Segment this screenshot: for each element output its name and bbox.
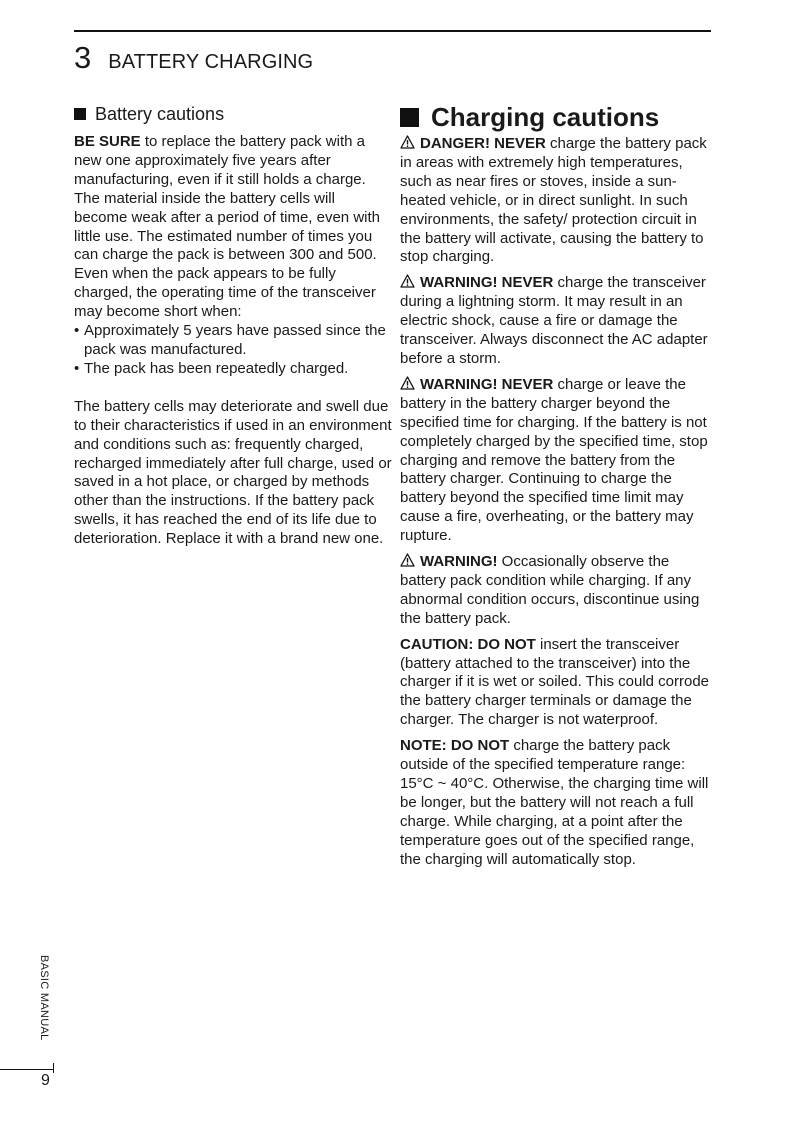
be-sure-lead: BE SURE — [74, 133, 141, 150]
danger-paragraph — [400, 135, 718, 267]
note-text: charge the battery pack outside of the specified temperature range: 15°C ~ 40°C. Otherwise, the charging time will be longer, but the battery will not reach a full charge. While charging, at a point after the temperature goes out of the specified range, the charging will automatically stop. — [400, 737, 709, 868]
top-rule — [74, 30, 711, 32]
charging-cautions-heading-text: Charging cautions — [431, 102, 660, 132]
chapter-header — [74, 40, 313, 76]
caution-text: insert the transceiver (battery attached to the transceiver) into the charger if it is wet or soiled. This could corrode the battery charger terminals or damage the charger. The charger is not waterproof. — [400, 635, 710, 729]
warning-lead: WARNING! NEVER — [420, 274, 554, 292]
warning-lead: WARNING! — [420, 553, 498, 571]
lightning-warning-paragraph — [400, 274, 718, 369]
section-square-icon — [74, 108, 86, 120]
note-paragraph — [400, 737, 718, 869]
overcharge-warning-paragraph — [400, 376, 718, 546]
lightning-warning-text: charge the transceiver during a lightning storm. It may result in an electric shock, cause a fire or damage the transceiver. Always disconnect the AC adapter before a storm. — [400, 274, 708, 367]
warning-triangle-icon — [400, 376, 415, 390]
note-lead: NOTE: DO NOT — [400, 737, 510, 755]
chapter-title: BATTERY CHARGING — [108, 51, 314, 73]
battery-replace-text: to replace the battery pack with a new one approximately five years after manufacturing, even if it still holds a charge. The material inside the battery cells will become weak after a period of time, even with little use. The estimated number of times you can charge the pack is between 300 and 500. Even when the pack appears to be fully charged, the operating time of the transceiver may become short when: — [74, 133, 380, 321]
condition-list — [74, 322, 392, 379]
warning-triangle-icon — [400, 135, 415, 149]
left-column — [74, 102, 392, 549]
side-rule-horizontal — [0, 1069, 54, 1070]
right-column — [400, 102, 718, 877]
side-rule-vertical — [53, 1063, 54, 1073]
overcharge-warning-text: charge or leave the battery in the battery charger beyond the specified time for charging. If the battery is not completely charged by the specified time, stop charging and remove the battery from the battery charger. Continuing to charge the battery beyond the specified time limit may cause a fire, overheating, or the battery may rupture. — [400, 375, 708, 545]
battery-swell-paragraph: The battery cells may deteriorate and swell due to their characteristics if used in an environment and conditions such as: frequently charged, recharged immediately after full charge, used or saved in a hot place, or charged by methods other than the instructions. If the battery pack swells, it has reached the end of its life due to deterioration. Replace it with a brand new one. — [74, 397, 392, 548]
warning-triangle-icon — [400, 553, 415, 567]
warning-lead: WARNING! NEVER — [420, 375, 554, 393]
charging-cautions-heading — [400, 102, 718, 132]
list-item: • Approximately 5 years have passed since the pack was manufactured. — [74, 322, 392, 360]
chapter-number: 3 — [74, 40, 92, 75]
side-label: BASIC MANUAL — [38, 955, 50, 1041]
observe-warning-text: Occasionally observe the battery pack condition while charging. If any abnormal condition occurs, discontinue using the battery pack. — [400, 553, 700, 627]
caution-paragraph — [400, 636, 718, 731]
page-number: 9 — [41, 1072, 50, 1089]
battery-cautions-heading — [74, 102, 392, 126]
warning-triangle-icon — [400, 274, 415, 288]
list-item: • The pack has been repeatedly charged. — [74, 360, 392, 379]
observe-warning-paragraph — [400, 553, 718, 629]
danger-lead: DANGER! NEVER — [420, 135, 546, 152]
battery-replace-paragraph — [74, 133, 392, 322]
section-square-icon — [400, 108, 419, 127]
danger-text: charge the battery pack in areas with extremely high temperatures, such as near fires or stoves, inside a sun-heated vehicle, or in direct sunlight. In such environments, the safety/ protection circuit in the battery will activate, causing the battery to stop charging. — [400, 135, 707, 266]
battery-cautions-heading-text: Battery cautions — [95, 104, 225, 124]
caution-lead: CAUTION: DO NOT — [400, 635, 536, 653]
